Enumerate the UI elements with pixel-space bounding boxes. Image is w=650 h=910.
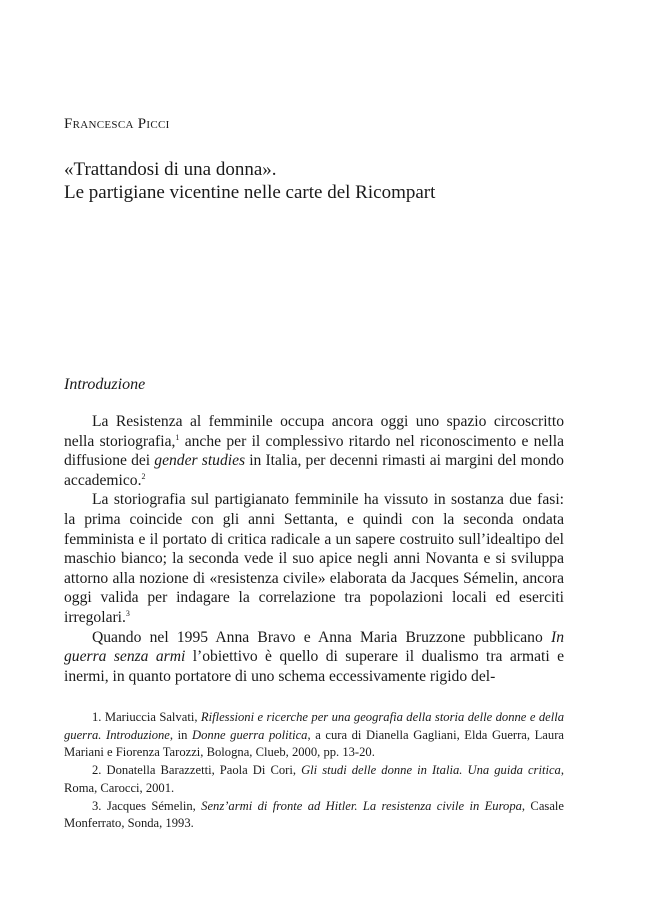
footnote-3: 3. Jacques Sémelin, Senz’armi di fronte ad Hitler. La resistenza civile in Europa, Casale Monferrato, Sonda, 1993. (64, 798, 565, 831)
author-name: Francesca Picci (64, 116, 170, 132)
footnotes (64, 709, 564, 833)
title-line-2: Le partigiane vicentine nelle carte del Ricompart (64, 182, 436, 203)
footnote-2: 2. Donatella Barazzetti, Paola Di Cori, Gli studi delle donne in Italia. Una guida critica, Roma, Carocci, 2001. (64, 763, 564, 795)
footnote-ref-1: 1 (175, 432, 180, 442)
section-heading: Introduzione (64, 376, 146, 393)
paragraph-2: La storiografia sul partigianato femminile ha vissuto in sostanza due fasi: la prima coincide con gli anni Settanta, e quindi con la seconda ondata femminista e il portato di critica radicale a un sapere costruito sull’idealtipo del maschio bianco; la seconda vede il suo apice negli anni Novanta e si sviluppa attorno alla nozione di «resistenza civile» elaborata da Jacques Sémelin, ancora oggi valida per indagare la correlazione tra popolazioni locali ed eserciti irregolari.$^3$ (64, 491, 564, 626)
paragraph-3: Quando nel 1995 Anna Bravo e Anna Maria Bruzzone pubblicano In guerra senza armi l’obiettivo è quello di superare il dualismo tra armati e inermi, in quanto portatore di uno schema eccessivamente rigido del- (64, 628, 564, 685)
body-text (64, 412, 564, 686)
footnote-1: 1. Mariuccia Salvati, Riflessioni e ricerche per una geografia della storia delle donne e della guerra. Introduzione, in Donne guerra politica, a cura di Dianella Gagliani, Elda Guerra, Laura Mariani e Fiorenza Tarozzi, Bologna, Clueb, 2000, pp. 13-20. (64, 710, 565, 760)
paragraph-1: La Resistenza al femminile occupa ancora oggi uno spazio circoscritto nella storiografia,$^1$ anche per il complessivo ritardo nel riconoscimento e nella diffusione dei gender studies in Italia, per decenni rimasti ai margini del mondo accademico.$^2$ (64, 413, 564, 489)
article-title (64, 158, 584, 204)
footnote-ref-3: 3 (125, 608, 130, 618)
footnote-ref-2: 2 (141, 471, 146, 481)
title-line-1: «Trattandosi di una donna». (64, 159, 277, 180)
